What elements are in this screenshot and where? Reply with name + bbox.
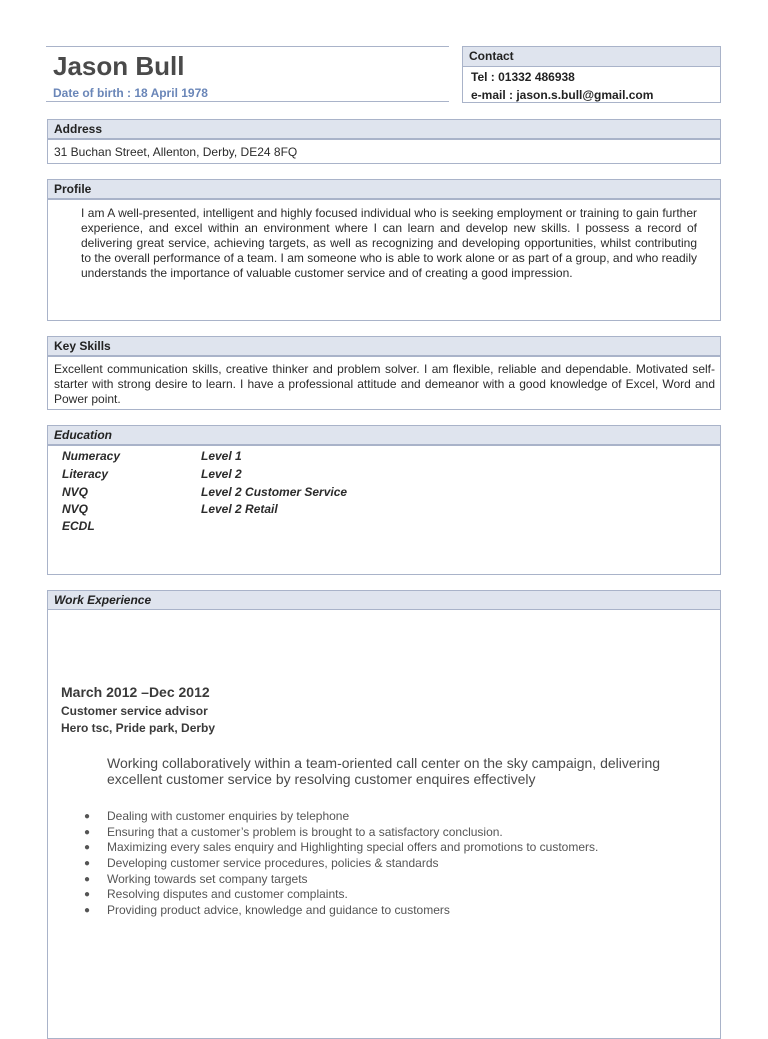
education-level: Level 2: [201, 467, 242, 481]
work-company: Hero tsc, Pride park, Derby: [61, 721, 216, 735]
bullet-dot: ●: [84, 905, 91, 917]
duty-text: Working towards set company targets: [107, 871, 308, 886]
address-text: 31 Buchan Street, Allenton, Derby, DE24 8FQ: [54, 145, 298, 159]
address-heading: [47, 119, 721, 139]
bullet-dot: ●: [84, 826, 91, 838]
bullet-dot: ●: [84, 889, 91, 901]
address-label: Address: [54, 122, 103, 136]
list-item: [84, 856, 707, 872]
work-summary: Working collaboratively within a team-oriented call center on the sky campaign, delivering excellent customer service by resolving customer enquires effectively: [107, 755, 661, 787]
contact-heading: [462, 46, 721, 67]
list-item: [84, 871, 707, 888]
work-duties-list: [84, 809, 707, 919]
education-label: Education: [54, 428, 113, 442]
skills-heading: [47, 336, 721, 356]
work-box: [47, 609, 721, 1039]
contact-email[interactable]: e-mail : jason.s.bull@gmail.com: [471, 88, 654, 102]
education-subject: ECDL: [62, 519, 95, 533]
skills-label: Key Skills: [54, 339, 111, 353]
list-item: [84, 809, 707, 825]
work-period: March 2012 –Dec 2012: [61, 684, 210, 700]
education-level: Level 2 Customer Service: [201, 485, 348, 499]
duty-text: Developing customer service procedures, policies & standards: [107, 856, 439, 871]
education-subject: Literacy: [62, 467, 109, 481]
bullet-dot: ●: [84, 873, 91, 885]
education-heading: [47, 425, 721, 445]
skills-box: [47, 356, 721, 410]
profile-label: Profile: [54, 182, 92, 196]
work-label: Work Experience: [54, 593, 152, 607]
list-item: [84, 840, 707, 856]
profile-text: I am A well-presented, intelligent and highly focused individual who is seeking employment or training to gain further experience, and excel within an environment where I can learn and develop new skills. I possess a record of delivering great service, achieving targets, as well as recognizing and developing opportunities, whilst contributing to the overall performance of a team. I am someone who is able to work alone or as part of a group, and who readily understands the importance of valuable customer service and of creating a good impression.: [81, 206, 697, 280]
header-top-rule: [46, 46, 449, 47]
duty-text: Resolving disputes and customer complaints.: [107, 887, 348, 902]
date-of-birth: Date of birth : 18 April 1978: [53, 86, 208, 100]
contact-box: [462, 66, 721, 103]
duty-text: Ensuring that a customer’s problem is brought to a satisfactory conclusion.: [107, 824, 503, 839]
bullet-dot: ●: [84, 811, 91, 822]
header-bottom-rule: [46, 101, 449, 102]
education-box: [47, 445, 721, 575]
duty-text: Dealing with customer enquiries by telephone: [107, 809, 350, 823]
bullet-dot: ●: [84, 858, 91, 870]
contact-tel: Tel : 01332 486938: [471, 70, 575, 84]
education-subject: NVQ: [62, 485, 89, 499]
list-item: [84, 824, 707, 841]
duty-text: Maximizing every sales enquiry and Highlighting special offers and promotions to customers.: [107, 840, 599, 855]
list-item: [84, 887, 707, 903]
education-subject: NVQ: [62, 502, 89, 516]
profile-box: [47, 199, 721, 321]
list-item: [84, 903, 707, 919]
duty-text: Providing product advice, knowledge and guidance to customers: [107, 903, 450, 918]
bullet-dot: ●: [84, 842, 91, 854]
work-heading: [47, 590, 721, 610]
contact-label: Contact: [469, 49, 514, 63]
candidate-name: Jason Bull: [53, 51, 185, 81]
education-level: Level 1: [201, 449, 242, 463]
skills-text: Excellent communication skills, creative thinker and problem solver. I am flexible, reliable and dependable. Motivated self-starter with strong desire to learn. I have a professional attitude and demeanor with a good knowledge of Excel, Word and Power point.: [54, 362, 715, 406]
education-subject: Numeracy: [62, 449, 121, 463]
address-box: [47, 139, 721, 164]
work-role: Customer service advisor: [61, 704, 208, 718]
education-level: Level 2 Retail: [201, 502, 278, 516]
profile-heading: [47, 179, 721, 199]
